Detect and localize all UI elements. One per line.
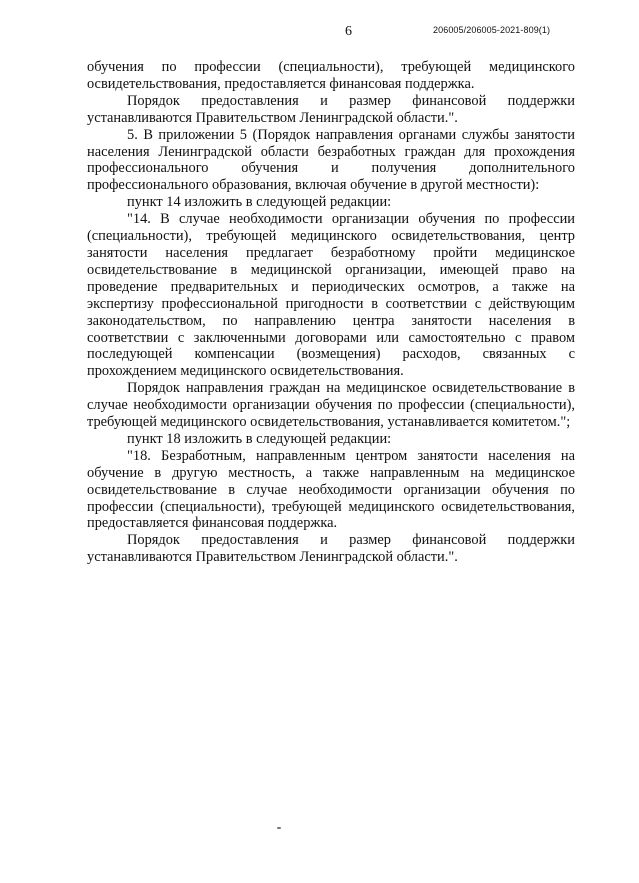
paragraph-item-18: "18. Безработным, направленным центром занятости населения на обучение в другую местность, а также направленным на медицинское освидетельствование в случае необходимости организации обучения по профессии (специальности), требующей медицинского освидетельствования, предоставляется финансовая поддержка.	[87, 447, 575, 532]
page-number: 6	[345, 24, 352, 39]
paragraph-item-18-intro: пункт 18 изложить в следующей редакции:	[127, 430, 392, 447]
document-code: 206005/206005-2021-809(1)	[433, 25, 551, 35]
paragraph-item-14-intro: пункт 14 изложить в следующей редакции:	[127, 194, 392, 211]
paragraph-appendix-5: 5. В приложении 5 (Порядок направления органами службы занятости населения Ленинградской области безработных граждан для прохождения профессионального обучения и получения дополнительного профессионального образования, включая обучение в другой местности):	[87, 126, 575, 194]
paragraph-support-order: Порядок предоставления и размер финансовой поддержки устанавливаются Правительством Ленинградской области.".	[87, 92, 575, 126]
paragraph-continuation: обучения по профессии (специальности), требующей медицинского освидетельствования, предоставляется финансовая поддержка.	[87, 59, 575, 92]
scan-mark	[277, 827, 281, 829]
paragraph-item-14: "14. В случае необходимости организации обучения по профессии (специальности), требующей медицинского освидетельствования, центр занятости населения предлагает безработному пройти медицинское освидетельствование в медицинской организации, имеющей право на проведение предварительных и периодических осмотров, а также на экспертизу профессиональной пригодности в соответствии с действующим законодательством, по направлению центра занятости населения в соответствии с заключенными договорами или самостоятельно с правом последующей компенсации (возмещения) расходов, связанных с прохождением медицинского освидетельствования.	[87, 211, 575, 380]
paragraph-support-order-final: Порядок предоставления и размер финансовой поддержки устанавливаются Правительством Ленинградской области.".	[87, 532, 575, 566]
document-body	[87, 59, 575, 566]
paragraph-referral-order: Порядок направления граждан на медицинское освидетельствование в случае необходимости организации обучения по профессии (специальности), требующей медицинского освидетельствования, устанавливается комитетом.";	[87, 380, 575, 431]
